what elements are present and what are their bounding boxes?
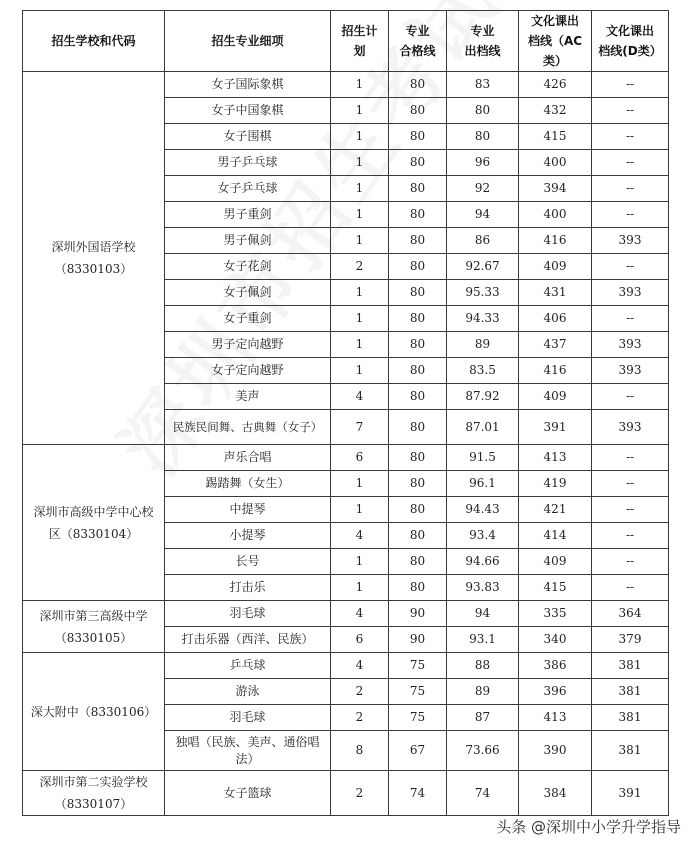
pass-cell: 80 [389, 254, 447, 280]
d-cell: 393 [592, 332, 669, 358]
pass-cell: 80 [389, 384, 447, 410]
pass-cell: 80 [389, 306, 447, 332]
pass-cell: 80 [389, 202, 447, 228]
major-cell: 民族民间舞、古典舞（女子） [165, 410, 331, 445]
pass-cell: 80 [389, 72, 447, 98]
d-cell: 393 [592, 410, 669, 445]
major-cell: 美声 [165, 384, 331, 410]
pass-cell: 80 [389, 228, 447, 254]
ac-cell: 413 [519, 445, 592, 471]
major-cell: 游泳 [165, 679, 331, 705]
plan-cell: 4 [331, 653, 389, 679]
d-cell: -- [592, 124, 669, 150]
cutoff-cell: 87.92 [447, 384, 519, 410]
header-pass-line2: 合格线 [399, 44, 436, 58]
d-cell: -- [592, 202, 669, 228]
d-cell: -- [592, 575, 669, 601]
major-cell: 男子佩剑 [165, 228, 331, 254]
school-cell [23, 653, 165, 771]
plan-cell: 1 [331, 575, 389, 601]
header-ac-line1: 文化课出 [530, 14, 579, 28]
major-cell: 女子篮球 [165, 771, 331, 816]
d-cell: -- [592, 471, 669, 497]
plan-cell: 1 [331, 124, 389, 150]
ac-cell: 414 [519, 523, 592, 549]
pass-cell: 80 [389, 523, 447, 549]
table-row [23, 653, 669, 679]
header-major: 招生专业细项 [165, 11, 331, 72]
cutoff-cell: 80 [447, 124, 519, 150]
plan-cell: 1 [331, 98, 389, 124]
ac-cell: 400 [519, 202, 592, 228]
cutoff-cell: 89 [447, 679, 519, 705]
d-cell: -- [592, 497, 669, 523]
pass-cell: 90 [389, 601, 447, 627]
school-name: 深圳市第三高级中学 [39, 608, 148, 623]
school-code: 区（8330104） [48, 526, 139, 541]
school-code: （8330103） [54, 262, 133, 276]
ac-cell: 396 [519, 679, 592, 705]
pass-cell: 80 [389, 358, 447, 384]
header-pass-line [389, 11, 447, 72]
plan-cell: 1 [331, 306, 389, 332]
plan-cell: 6 [331, 445, 389, 471]
major-cell [165, 731, 331, 771]
cutoff-cell: 94.66 [447, 549, 519, 575]
plan-cell: 4 [331, 601, 389, 627]
pass-cell: 80 [389, 150, 447, 176]
major-cell: 女子重剑 [165, 306, 331, 332]
ac-cell: 386 [519, 653, 592, 679]
cutoff-cell: 96.1 [447, 471, 519, 497]
cutoff-cell: 94 [447, 601, 519, 627]
school-name: 深圳市第二实验学校 [39, 775, 148, 789]
header-cutoff-line [447, 11, 519, 72]
ac-cell: 415 [519, 575, 592, 601]
plan-cell: 1 [331, 497, 389, 523]
pass-cell: 75 [389, 705, 447, 731]
d-cell: -- [592, 254, 669, 280]
major-line1: 独唱（民族、美声、通俗唱 [175, 734, 320, 749]
header-plan-line2: 划 [353, 44, 366, 58]
cutoff-cell: 95.33 [447, 280, 519, 306]
pass-cell: 74 [389, 771, 447, 816]
cutoff-cell: 96 [447, 150, 519, 176]
plan-cell: 1 [331, 549, 389, 575]
major-cell: 长号 [165, 549, 331, 575]
header-d-cutoff [592, 11, 669, 72]
d-cell: 393 [592, 280, 669, 306]
ac-cell: 431 [519, 280, 592, 306]
ac-cell: 384 [519, 771, 592, 816]
plan-cell: 4 [331, 384, 389, 410]
major-cell: 女子围棋 [165, 124, 331, 150]
ac-cell: 390 [519, 731, 592, 771]
table-row [23, 72, 669, 98]
plan-cell: 2 [331, 679, 389, 705]
major-cell: 声乐合唱 [165, 445, 331, 471]
plan-cell: 7 [331, 410, 389, 445]
ac-cell: 416 [519, 228, 592, 254]
pass-cell: 80 [389, 497, 447, 523]
major-cell: 中提琴 [165, 497, 331, 523]
major-cell: 女子定向越野 [165, 358, 331, 384]
ac-cell: 409 [519, 549, 592, 575]
pass-cell: 67 [389, 731, 447, 771]
ac-cell: 426 [519, 72, 592, 98]
major-cell: 踢踏舞（女生） [165, 471, 331, 497]
pass-cell: 80 [389, 176, 447, 202]
cutoff-cell: 87.01 [447, 410, 519, 445]
ac-cell: 415 [519, 124, 592, 150]
ac-cell: 406 [519, 306, 592, 332]
major-cell: 打击乐器（西洋、民族） [165, 627, 331, 653]
plan-cell: 1 [331, 471, 389, 497]
plan-cell: 2 [331, 254, 389, 280]
pass-cell: 80 [389, 280, 447, 306]
table-row [23, 771, 669, 816]
d-cell: -- [592, 523, 669, 549]
school-name: 深圳外国语学校 [51, 240, 136, 254]
source-credit: 头条 @深圳中小学升学指导 [496, 818, 681, 836]
major-cell: 打击乐 [165, 575, 331, 601]
header-pass-line1: 专业 [405, 24, 430, 38]
header-ac-line2: 档线（AC [527, 34, 583, 48]
pass-cell: 80 [389, 410, 447, 445]
cutoff-cell: 94.33 [447, 306, 519, 332]
header-ac-line3: 类） [542, 54, 567, 68]
plan-cell: 1 [331, 228, 389, 254]
d-cell: -- [592, 549, 669, 575]
d-cell: 393 [592, 358, 669, 384]
cutoff-cell: 86 [447, 228, 519, 254]
header-plan [331, 11, 389, 72]
table-header-row [23, 11, 669, 72]
ac-cell: 409 [519, 384, 592, 410]
major-cell: 小提琴 [165, 523, 331, 549]
major-cell: 女子国际象棋 [165, 72, 331, 98]
school-name: 深大附中（8330106） [30, 704, 157, 719]
cutoff-cell: 93.1 [447, 627, 519, 653]
plan-cell: 2 [331, 705, 389, 731]
major-cell: 男子重剑 [165, 202, 331, 228]
major-cell: 女子花剑 [165, 254, 331, 280]
major-cell: 女子乒乓球 [165, 176, 331, 202]
ac-cell: 394 [519, 176, 592, 202]
d-cell: 391 [592, 771, 669, 816]
ac-cell: 432 [519, 98, 592, 124]
cutoff-cell: 91.5 [447, 445, 519, 471]
cutoff-cell: 94.43 [447, 497, 519, 523]
plan-cell: 1 [331, 202, 389, 228]
plan-cell: 1 [331, 358, 389, 384]
major-line2: 法） [235, 751, 260, 766]
plan-cell: 8 [331, 731, 389, 771]
pass-cell: 90 [389, 627, 447, 653]
plan-cell: 1 [331, 150, 389, 176]
cutoff-cell: 88 [447, 653, 519, 679]
cutoff-cell: 93.4 [447, 523, 519, 549]
plan-cell: 1 [331, 280, 389, 306]
ac-cell: 413 [519, 705, 592, 731]
pass-cell: 80 [389, 549, 447, 575]
header-ac-cutoff [519, 11, 592, 72]
cutoff-cell: 83.5 [447, 358, 519, 384]
ac-cell: 400 [519, 150, 592, 176]
pass-cell: 75 [389, 679, 447, 705]
d-cell: 393 [592, 228, 669, 254]
plan-cell: 4 [331, 523, 389, 549]
header-d-line1: 文化课出 [605, 24, 654, 38]
pass-cell: 80 [389, 575, 447, 601]
cutoff-cell: 73.66 [447, 731, 519, 771]
header-school: 招生学校和代码 [23, 11, 165, 72]
ac-cell: 437 [519, 332, 592, 358]
major-cell: 男子乒乓球 [165, 150, 331, 176]
ac-cell: 421 [519, 497, 592, 523]
ac-cell: 391 [519, 410, 592, 445]
plan-cell: 2 [331, 771, 389, 816]
major-cell: 女子佩剑 [165, 280, 331, 306]
cutoff-cell: 92.67 [447, 254, 519, 280]
pass-cell: 80 [389, 124, 447, 150]
d-cell: 381 [592, 653, 669, 679]
d-cell: 364 [592, 601, 669, 627]
school-cell [23, 601, 165, 653]
d-cell: 381 [592, 679, 669, 705]
pass-cell: 80 [389, 445, 447, 471]
cutoff-cell: 74 [447, 771, 519, 816]
plan-cell: 6 [331, 627, 389, 653]
ac-cell: 335 [519, 601, 592, 627]
table-row [23, 601, 669, 627]
major-cell: 羽毛球 [165, 705, 331, 731]
d-cell: -- [592, 445, 669, 471]
d-cell: 381 [592, 731, 669, 771]
cutoff-cell: 80 [447, 98, 519, 124]
d-cell: -- [592, 72, 669, 98]
school-code: （8330107） [54, 797, 133, 811]
major-cell: 乒乓球 [165, 653, 331, 679]
cutoff-cell: 87 [447, 705, 519, 731]
school-cell [23, 771, 165, 816]
plan-cell: 1 [331, 176, 389, 202]
major-cell: 女子中国象棋 [165, 98, 331, 124]
plan-cell: 1 [331, 332, 389, 358]
pass-cell: 80 [389, 332, 447, 358]
school-name: 深圳市高级中学中心校 [33, 504, 154, 519]
school-code: （8330105） [54, 630, 133, 645]
header-d-line2: 档线(D类） [598, 44, 662, 58]
major-cell: 羽毛球 [165, 601, 331, 627]
cutoff-cell: 92 [447, 176, 519, 202]
school-cell [23, 72, 165, 445]
pass-cell: 80 [389, 98, 447, 124]
ac-cell: 419 [519, 471, 592, 497]
header-plan-line1: 招生计 [341, 24, 378, 38]
cutoff-cell: 93.83 [447, 575, 519, 601]
d-cell: -- [592, 306, 669, 332]
plan-cell: 1 [331, 72, 389, 98]
ac-cell: 409 [519, 254, 592, 280]
ac-cell: 416 [519, 358, 592, 384]
d-cell: -- [592, 98, 669, 124]
header-cutoff-line1: 专业 [470, 24, 495, 38]
pass-cell: 80 [389, 471, 447, 497]
header-cutoff-line2: 出档线 [464, 44, 501, 58]
cutoff-cell: 94 [447, 202, 519, 228]
d-cell: -- [592, 384, 669, 410]
d-cell: 381 [592, 705, 669, 731]
cutoff-cell: 83 [447, 72, 519, 98]
major-cell: 男子定向越野 [165, 332, 331, 358]
ac-cell: 340 [519, 627, 592, 653]
cutoff-cell: 89 [447, 332, 519, 358]
school-cell [23, 445, 165, 601]
d-cell: -- [592, 150, 669, 176]
table-row [23, 445, 669, 471]
d-cell: -- [592, 176, 669, 202]
pass-cell: 75 [389, 653, 447, 679]
admission-cutoff-table [22, 10, 669, 816]
d-cell: 379 [592, 627, 669, 653]
